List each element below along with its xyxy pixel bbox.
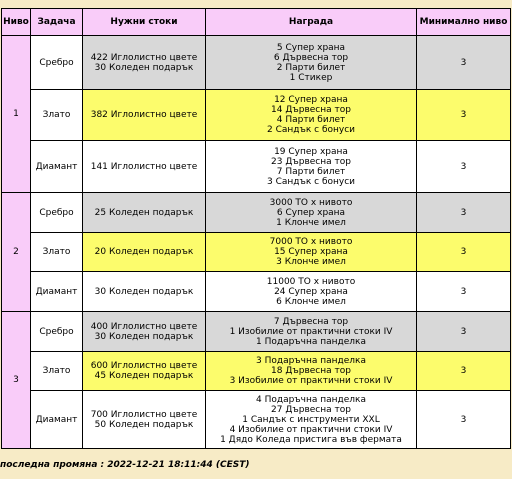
reward-cell-line: 3 Подаръчна панделка [256, 356, 366, 366]
reward-cell [206, 193, 417, 233]
task-cell: Сребро [31, 312, 83, 352]
reward-cell-line: 11000 TO x нивото [266, 276, 356, 287]
items-cell [83, 193, 206, 233]
table-row [2, 272, 511, 312]
reward-cell-line: 1 Сандък с инструменти XXL [242, 414, 380, 425]
reward-cell-line: 3 Клонче имел [276, 257, 346, 267]
task-cell: Сребро [31, 193, 83, 233]
min-level-cell: 3 [417, 90, 511, 141]
items-cell [83, 36, 206, 90]
min-level-cell: 3 [417, 312, 511, 352]
header-row [2, 9, 511, 36]
items-cell [83, 141, 206, 193]
reward-cell-line: 6 Супер храна [276, 207, 346, 218]
min-level-cell: 3 [417, 272, 511, 312]
items-cell-line: 45 Коледен подарък [94, 371, 194, 381]
table-body [2, 36, 511, 449]
reward-cell-line: 23 Дървесна тор [271, 156, 351, 167]
min-level-cell: 3 [417, 352, 511, 391]
min-level-cell: 3 [417, 141, 511, 193]
last-modified: последна промяна : 2022-12-21 18:11:44 (CEST) [0, 460, 250, 470]
min-level-cell: 3 [417, 391, 511, 449]
task-cell: Злато [31, 90, 83, 141]
reward-cell-line: 1 Стикер [289, 72, 333, 83]
min-level-cell: 3 [417, 233, 511, 272]
table-row [2, 36, 511, 90]
reward-cell-line: 5 Супер храна [276, 42, 346, 53]
items-cell [83, 233, 206, 272]
reward-cell [206, 141, 417, 193]
reward-cell [206, 391, 417, 449]
reward-cell-line: 2 Парти билет [276, 62, 346, 73]
reward-cell [206, 36, 417, 90]
task-cell: Злато [31, 233, 83, 272]
table-row [2, 193, 511, 233]
reward-cell-line: 2 Сандък с бонуси [266, 125, 356, 135]
items-cell-line: 600 Иглолистно цвете [90, 361, 198, 371]
reward-cell-line: 27 Дървесна тор [271, 404, 351, 415]
reward-cell [206, 272, 417, 312]
reward-cell-line: 6 Клонче имел [276, 296, 346, 307]
items-cell-line: 30 Коледен подарък [94, 62, 194, 73]
task-cell: Диамант [31, 391, 83, 449]
level-cell: 2 [2, 193, 31, 312]
task-cell: Сребро [31, 36, 83, 90]
items-cell-line: 382 Иглолистно цвете [90, 110, 198, 120]
table-row [2, 391, 511, 449]
items-cell-line: 141 Иглолистно цвете [90, 161, 198, 172]
items-cell-line: 20 Коледен подарък [94, 247, 194, 257]
table-row [2, 233, 511, 272]
items-cell-line: 700 Иглолистно цвете [90, 409, 198, 420]
items-cell-line: 50 Коледен подарък [94, 419, 194, 430]
reward-cell-line: 7 Парти билет [276, 166, 346, 177]
reward-cell-line: 19 Супер храна [274, 146, 348, 157]
reward-cell-line: 1 Изобилие от практични стоки IV [229, 326, 393, 337]
reward-cell-line: 6 Дървесна тор [273, 52, 349, 63]
items-cell [83, 391, 206, 449]
reward-cell-line: 3 Изобилие от практични стоки IV [229, 376, 393, 386]
quest-table [1, 8, 511, 449]
reward-cell-line: 4 Парти билет [276, 115, 346, 125]
level-cell: 3 [2, 312, 31, 449]
reward-cell [206, 90, 417, 141]
reward-cell-line: 1 Подаръчна панделка [256, 336, 366, 347]
reward-cell-line: 4 Изобилие от практични стоки IV [229, 424, 393, 435]
reward-cell [206, 312, 417, 352]
task-cell: Диамант [31, 272, 83, 312]
items-cell [83, 352, 206, 391]
reward-cell-line: 15 Супер храна [274, 247, 348, 257]
items-cell [83, 312, 206, 352]
items-cell-line: 25 Коледен подарък [94, 207, 194, 218]
reward-cell [206, 352, 417, 391]
reward-cell-line: 12 Супер храна [274, 95, 348, 105]
reward-cell-line: 1 Клонче имел [276, 217, 346, 228]
reward-cell-line: 1 Дядо Коледа пристига във фермата [220, 434, 402, 445]
items-cell [83, 90, 206, 141]
reward-cell-line: 14 Дървесна тор [271, 105, 351, 115]
reward-cell-line: 3000 TO x нивото [269, 197, 353, 208]
reward-cell-line: 18 Дървесна тор [271, 366, 351, 376]
items-cell-line: 30 Коледен подарък [94, 286, 194, 297]
reward-cell-line: 7 Дървесна тор [273, 316, 349, 327]
table-row [2, 141, 511, 193]
items-cell-line: 30 Коледен подарък [94, 331, 194, 342]
table-row [2, 352, 511, 391]
header-reward: Награда [206, 9, 417, 36]
items-cell [83, 272, 206, 312]
header-level: Ниво [2, 9, 31, 36]
reward-cell-line: 3 Сандък с бонуси [266, 176, 356, 187]
task-cell: Злато [31, 352, 83, 391]
min-level-cell: 3 [417, 193, 511, 233]
reward-cell [206, 233, 417, 272]
task-cell: Диамант [31, 141, 83, 193]
header-items: Нужни стоки [83, 9, 206, 36]
items-cell-line: 422 Иглолистно цвете [90, 52, 198, 63]
level-cell: 1 [2, 36, 31, 193]
table-row [2, 90, 511, 141]
min-level-cell: 3 [417, 36, 511, 90]
header-min-level: Минимално ниво [417, 9, 511, 36]
reward-cell-line: 7000 TO x нивото [269, 237, 353, 247]
header-task: Задача [31, 9, 83, 36]
table-row [2, 312, 511, 352]
items-cell-line: 400 Иглолистно цвете [90, 321, 198, 332]
reward-cell-line: 4 Подаръчна панделка [256, 394, 366, 405]
reward-cell-line: 24 Супер храна [274, 286, 348, 297]
